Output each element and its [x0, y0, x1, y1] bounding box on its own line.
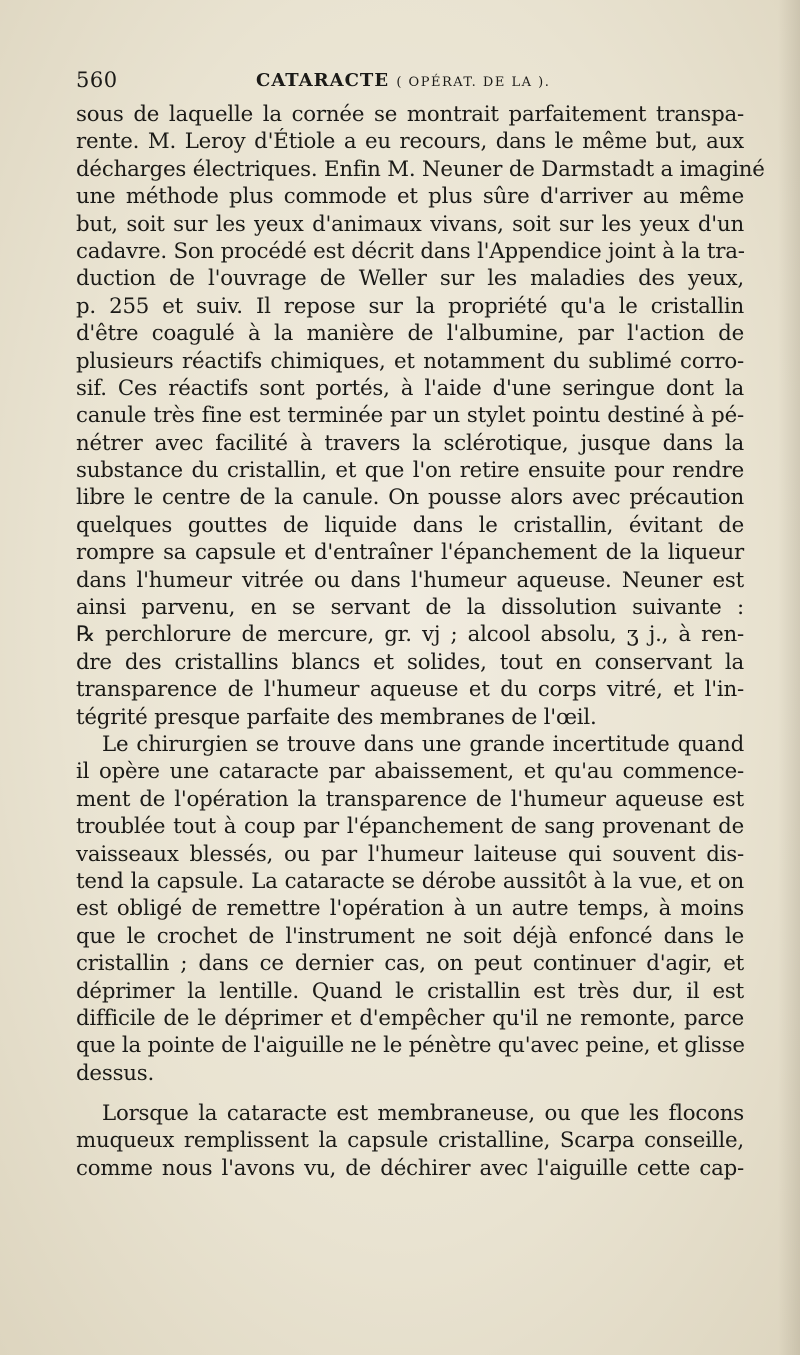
text-line: que la pointe de l'aiguille ne le pénètre qu'avec peine, et glisse [76, 1033, 745, 1059]
text-line: une méthode plus commode et plus sûre d'arriver au même [76, 184, 744, 210]
text-line: dans l'humeur vitrée ou dans l'humeur aqueuse. Neuner est [76, 567, 744, 593]
text-line: cristallin ; dans ce dernier cas, on peut continuer d'agir, et [76, 951, 744, 977]
text-line: sous de laquelle la cornée se montrait parfaitement transpa- [76, 102, 744, 127]
text-line: rompre sa capsule et d'entraîner l'épanchement de la liqueur [76, 540, 744, 566]
text-line: troublée tout à coup par l'épanchement de sang provenant de [76, 814, 744, 840]
text-line: difficile de le déprimer et d'empêcher qu'il ne remonte, parce [76, 1005, 744, 1031]
text-line: tend la capsule. La cataracte se dérobe aussitôt à la vue, et on [76, 868, 744, 894]
text-line: sif. Ces réactifs sont portés, à l'aide d'une seringue dont la [76, 375, 744, 401]
text-line: Le chirurgien se trouve dans une grande incertitude quand [102, 731, 744, 757]
body-text [76, 101, 765, 1182]
text-line: muqueux remplissent la capsule cristalline, Scarpa conseille, [76, 1128, 744, 1154]
text-line: est obligé de remettre l'opération à un autre temps, à moins [76, 896, 744, 922]
page-edge-shadow [778, 0, 800, 1355]
text-line: déprimer la lentille. Quand le cristallin est très dur, il est [76, 978, 744, 1004]
page-header [76, 68, 756, 98]
text-line: p. 255 et suiv. Il repose sur la propriété qu'a le cristallin [76, 293, 744, 319]
text-line: cadavre. Son procédé est décrit dans l'Appendice joint à la tra- [76, 238, 745, 264]
text-line: vaisseaux blessés, ou par l'humeur laiteuse qui souvent dis- [76, 841, 744, 867]
text-line: dre des cristallins blancs et solides, tout en conservant la [76, 649, 744, 675]
text-line: duction de l'ouvrage de Weller sur les maladies des yeux, [76, 266, 744, 292]
text-line: quelques gouttes de liquide dans le cristallin, évitant de [76, 512, 744, 538]
text-line: que le crochet de l'instrument ne soit déjà enfoncé dans le [76, 923, 744, 949]
text-line: tégrité presque parfaite des membranes de l'œil. [76, 704, 597, 730]
text-line: libre le centre de la canule. On pousse alors avec précaution [76, 485, 744, 511]
text-line: d'être coagulé à la manière de l'albumine, par l'action de [76, 321, 744, 347]
text-line: Lorsque la cataracte est membraneuse, ou que les flocons [102, 1101, 744, 1127]
text-line: canule très fine est terminée par un stylet pointu destiné à pé- [76, 403, 744, 429]
text-line: comme nous l'avons vu, de déchirer avec l'aiguille cette cap- [76, 1155, 744, 1181]
text-line: ainsi parvenu, en se servant de la dissolution suivante : [76, 595, 744, 621]
running-head-title: CATARACTE [256, 70, 390, 91]
page-number: 560 [76, 68, 118, 92]
text-line: transparence de l'humeur aqueuse et du corps vitré, et l'in- [76, 677, 744, 703]
paragraph-gap [76, 1087, 744, 1100]
text-line: ℞ perchlorure de mercure, gr. vj ; alcool absolu, ʒ j., à ren- [76, 622, 744, 648]
running-head [256, 70, 550, 91]
text-line: rente. M. Leroy d'Étiole a eu recours, dans le même but, aux [76, 129, 744, 155]
running-head-subtitle: ( OPÉRAT. DE LA ). [396, 75, 551, 90]
text-line: dessus. [76, 1060, 155, 1086]
text-line: il opère une cataracte par abaissement, et qu'au commence- [76, 759, 744, 785]
text-line: plusieurs réactifs chimiques, et notamment du sublimé corro- [76, 348, 744, 374]
text-line: ment de l'opération la transparence de l'humeur aqueuse est [76, 786, 744, 812]
text-line: but, soit sur les yeux d'animaux vivans, soit sur les yeux d'un [76, 211, 744, 237]
text-line: décharges électriques. Enfin M. Neuner de Darmstadt a imaginé [76, 156, 765, 182]
text-line: substance du cristallin, et que l'on retire ensuite pour rendre [76, 458, 744, 484]
text-line: nétrer avec facilité à travers la sclérotique, jusque dans la [76, 430, 744, 456]
